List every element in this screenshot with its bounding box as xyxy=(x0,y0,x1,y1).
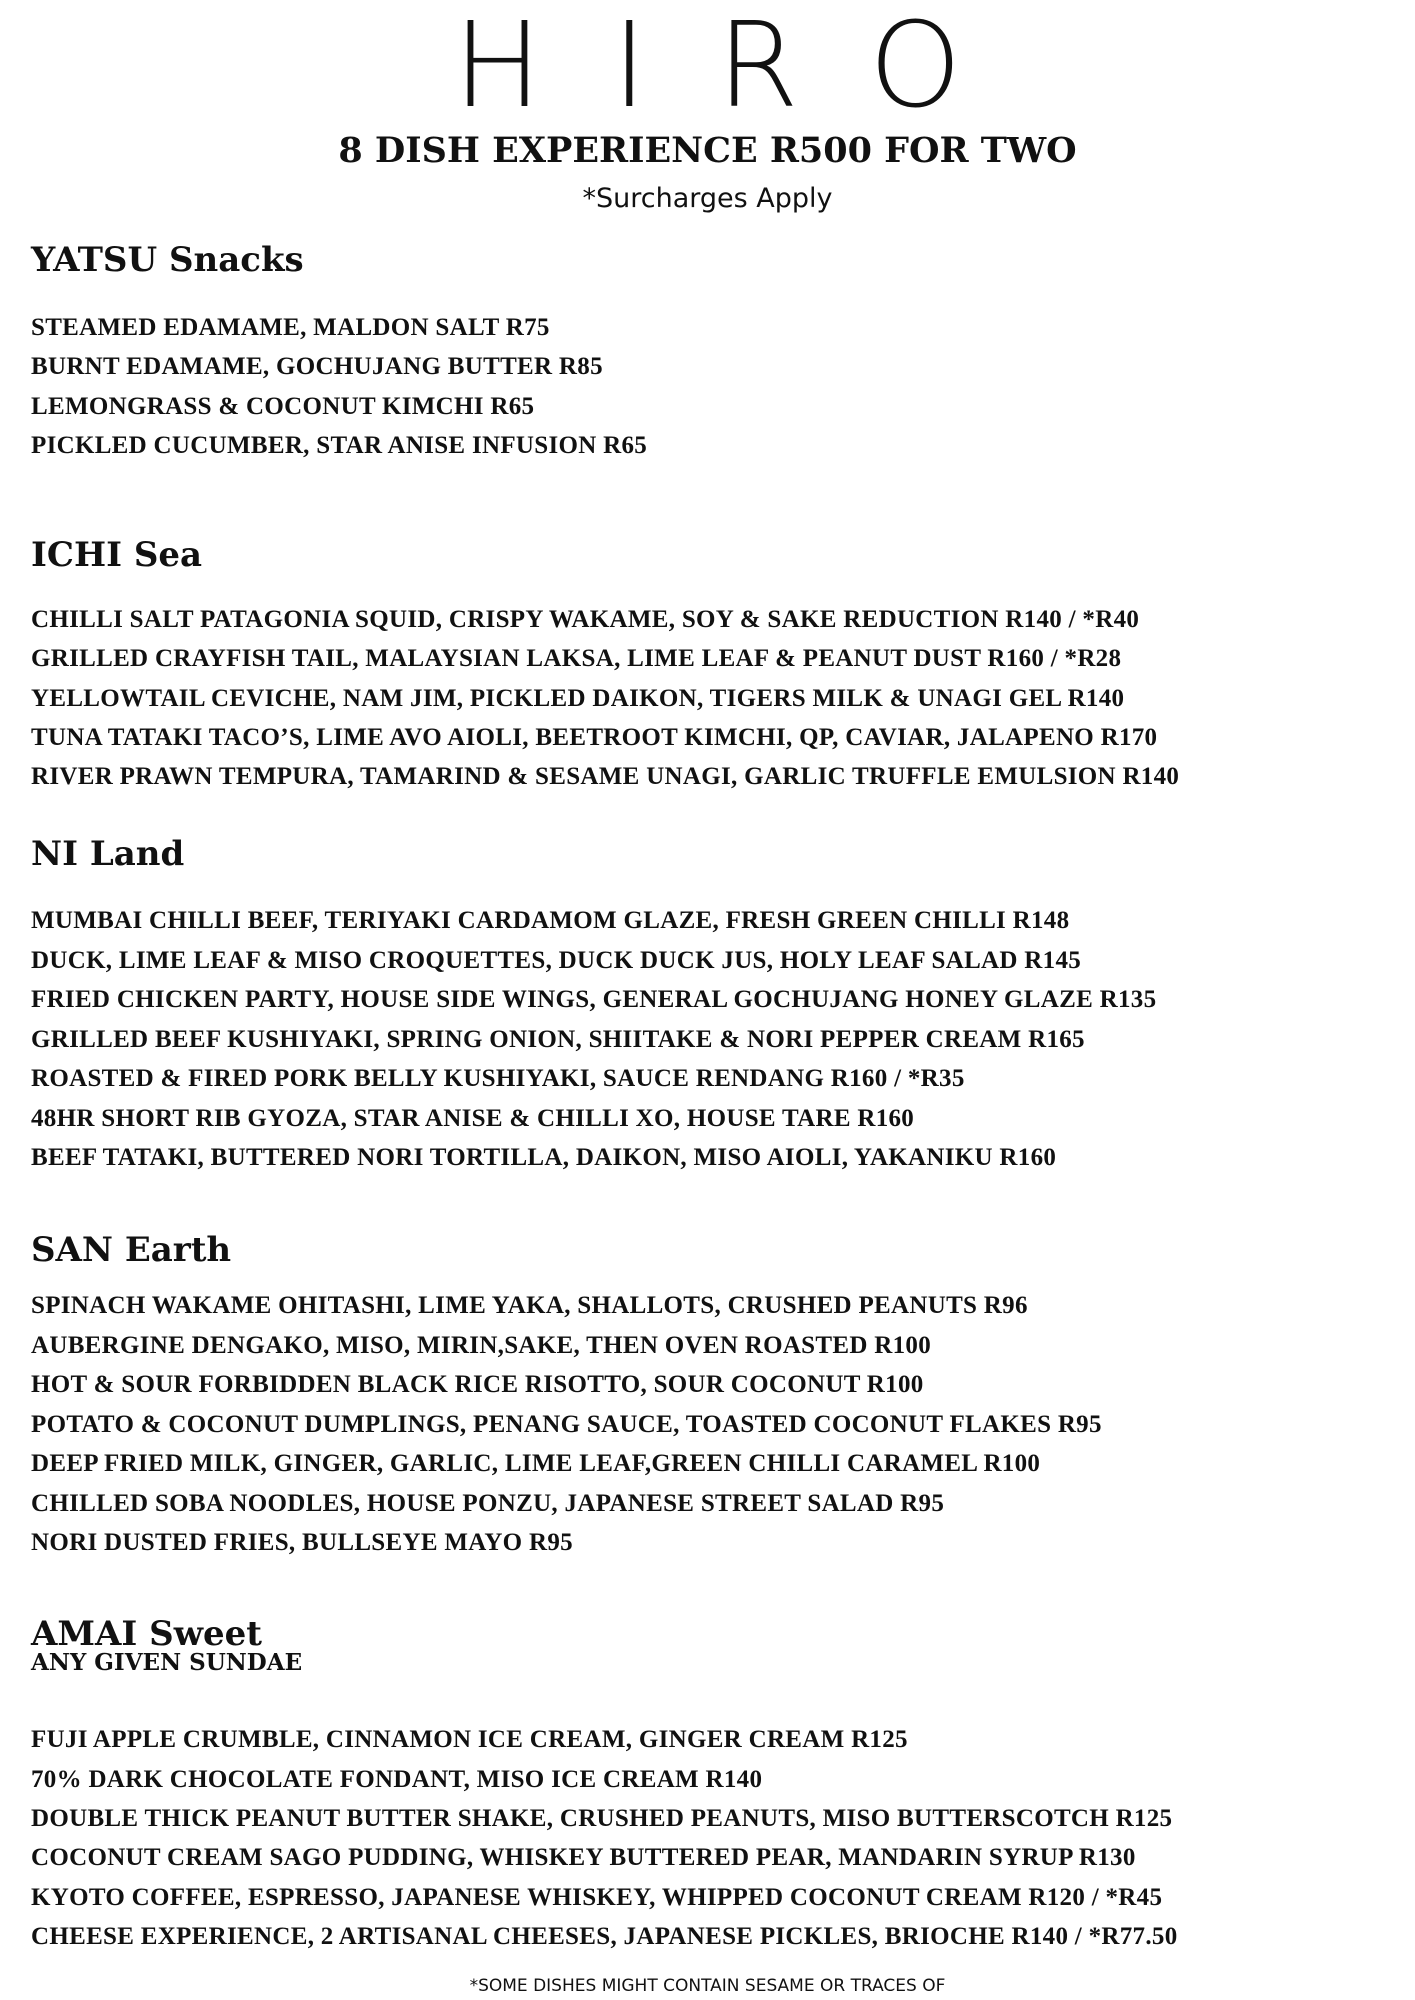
menu-item: GRILLED BEEF KUSHIYAKI, SPRING ONION, SHIITAKE & NORI PEPPER CREAM R165 xyxy=(31,1026,1085,1053)
menu-item: DOUBLE THICK PEANUT BUTTER SHAKE, CRUSHED PEANUTS, MISO BUTTERSCOTCH R125 xyxy=(31,1805,1173,1832)
menu-item: CHILLED SOBA NOODLES, HOUSE PONZU, JAPANESE STREET SALAD R95 xyxy=(31,1490,945,1517)
section-title-yatsu: YATSU Snacks xyxy=(31,240,304,280)
menu-item: KYOTO COFFEE, ESPRESSO, JAPANESE WHISKEY, WHIPPED COCONUT CREAM R120 / *R45 xyxy=(31,1884,1163,1911)
section-title-amai: AMAI Sweet xyxy=(31,1614,262,1654)
menu-item: 70% DARK CHOCOLATE FONDANT, MISO ICE CREAM R140 xyxy=(31,1766,763,1793)
section-title-ichi: ICHI Sea xyxy=(31,535,203,575)
section-subtitle-amai: ANY GIVEN SUNDAE xyxy=(31,1649,303,1676)
menu-item: LEMONGRASS & COCONUT KIMCHI R65 xyxy=(31,393,535,420)
menu-item: HOT & SOUR FORBIDDEN BLACK RICE RISOTTO, SOUR COCONUT R100 xyxy=(31,1371,924,1398)
menu-item: RIVER PRAWN TEMPURA, TAMARIND & SESAME UNAGI, GARLIC TRUFFLE EMULSION R140 xyxy=(31,763,1180,790)
menu-item: ROASTED & FIRED PORK BELLY KUSHIYAKI, SAUCE RENDANG R160 / *R35 xyxy=(31,1065,965,1092)
menu-item: YELLOWTAIL CEVICHE, NAM JIM, PICKLED DAIKON, TIGERS MILK & UNAGI GEL R140 xyxy=(31,685,1125,712)
allergen-note: *SOME DISHES MIGHT CONTAIN SESAME OR TRACES OF xyxy=(469,1976,946,1996)
menu-item: AUBERGINE DENGAKO, MISO, MIRIN,SAKE, THEN OVEN ROASTED R100 xyxy=(31,1332,931,1359)
menu-item: FUJI APPLE CRUMBLE, CINNAMON ICE CREAM, GINGER CREAM R125 xyxy=(31,1726,908,1753)
menu-item: BURNT EDAMAME, GOCHUJANG BUTTER R85 xyxy=(31,353,603,380)
menu-tagline: 8 DISH EXPERIENCE R500 FOR TWO xyxy=(338,130,1077,171)
section-title-ni: NI Land xyxy=(31,834,185,874)
menu-item: PICKLED CUCUMBER, STAR ANISE INFUSION R65 xyxy=(31,432,648,459)
section-title-san: SAN Earth xyxy=(31,1230,232,1270)
menu-item: COCONUT CREAM SAGO PUDDING, WHISKEY BUTTERED PEAR, MANDARIN SYRUP R130 xyxy=(31,1844,1136,1871)
menu-item: NORI DUSTED FRIES, BULLSEYE MAYO R95 xyxy=(31,1529,573,1556)
menu-item: MUMBAI CHILLI BEEF, TERIYAKI CARDAMOM GLAZE, FRESH GREEN CHILLI R148 xyxy=(31,907,1070,934)
menu-item: BEEF TATAKI, BUTTERED NORI TORTILLA, DAIKON, MISO AIOLI, YAKANIKU R160 xyxy=(31,1144,1057,1171)
menu-item: CHILLI SALT PATAGONIA SQUID, CRISPY WAKAME, SOY & SAKE REDUCTION R140 / *R40 xyxy=(31,606,1140,633)
menu-item: SPINACH WAKAME OHITASHI, LIME YAKA, SHALLOTS, CRUSHED PEANUTS R96 xyxy=(31,1292,1028,1319)
menu-item: DUCK, LIME LEAF & MISO CROQUETTES, DUCK DUCK JUS, HOLY LEAF SALAD R145 xyxy=(31,947,1082,974)
menu-item: GRILLED CRAYFISH TAIL, MALAYSIAN LAKSA, LIME LEAF & PEANUT DUST R160 / *R28 xyxy=(31,645,1122,672)
menu-item: TUNA TATAKI TACO’S, LIME AVO AIOLI, BEETROOT KIMCHI, QP, CAVIAR, JALAPENO R170 xyxy=(31,724,1158,751)
menu-item: DEEP FRIED MILK, GINGER, GARLIC, LIME LEAF,GREEN CHILLI CARAMEL R100 xyxy=(31,1450,1041,1477)
menu-item: POTATO & COCONUT DUMPLINGS, PENANG SAUCE, TOASTED COCONUT FLAKES R95 xyxy=(31,1411,1102,1438)
menu-item: STEAMED EDAMAME, MALDON SALT R75 xyxy=(31,314,550,341)
menu-item: FRIED CHICKEN PARTY, HOUSE SIDE WINGS, GENERAL GOCHUJANG HONEY GLAZE R135 xyxy=(31,986,1157,1013)
surcharge-note: *Surcharges Apply xyxy=(582,183,833,214)
restaurant-logo: HIRO xyxy=(453,0,1032,134)
menu-item: 48HR SHORT RIB GYOZA, STAR ANISE & CHILLI XO, HOUSE TARE R160 xyxy=(31,1105,915,1132)
menu-item: CHEESE EXPERIENCE, 2 ARTISANAL CHEESES, JAPANESE PICKLES, BRIOCHE R140 / *R77.50 xyxy=(31,1923,1178,1950)
